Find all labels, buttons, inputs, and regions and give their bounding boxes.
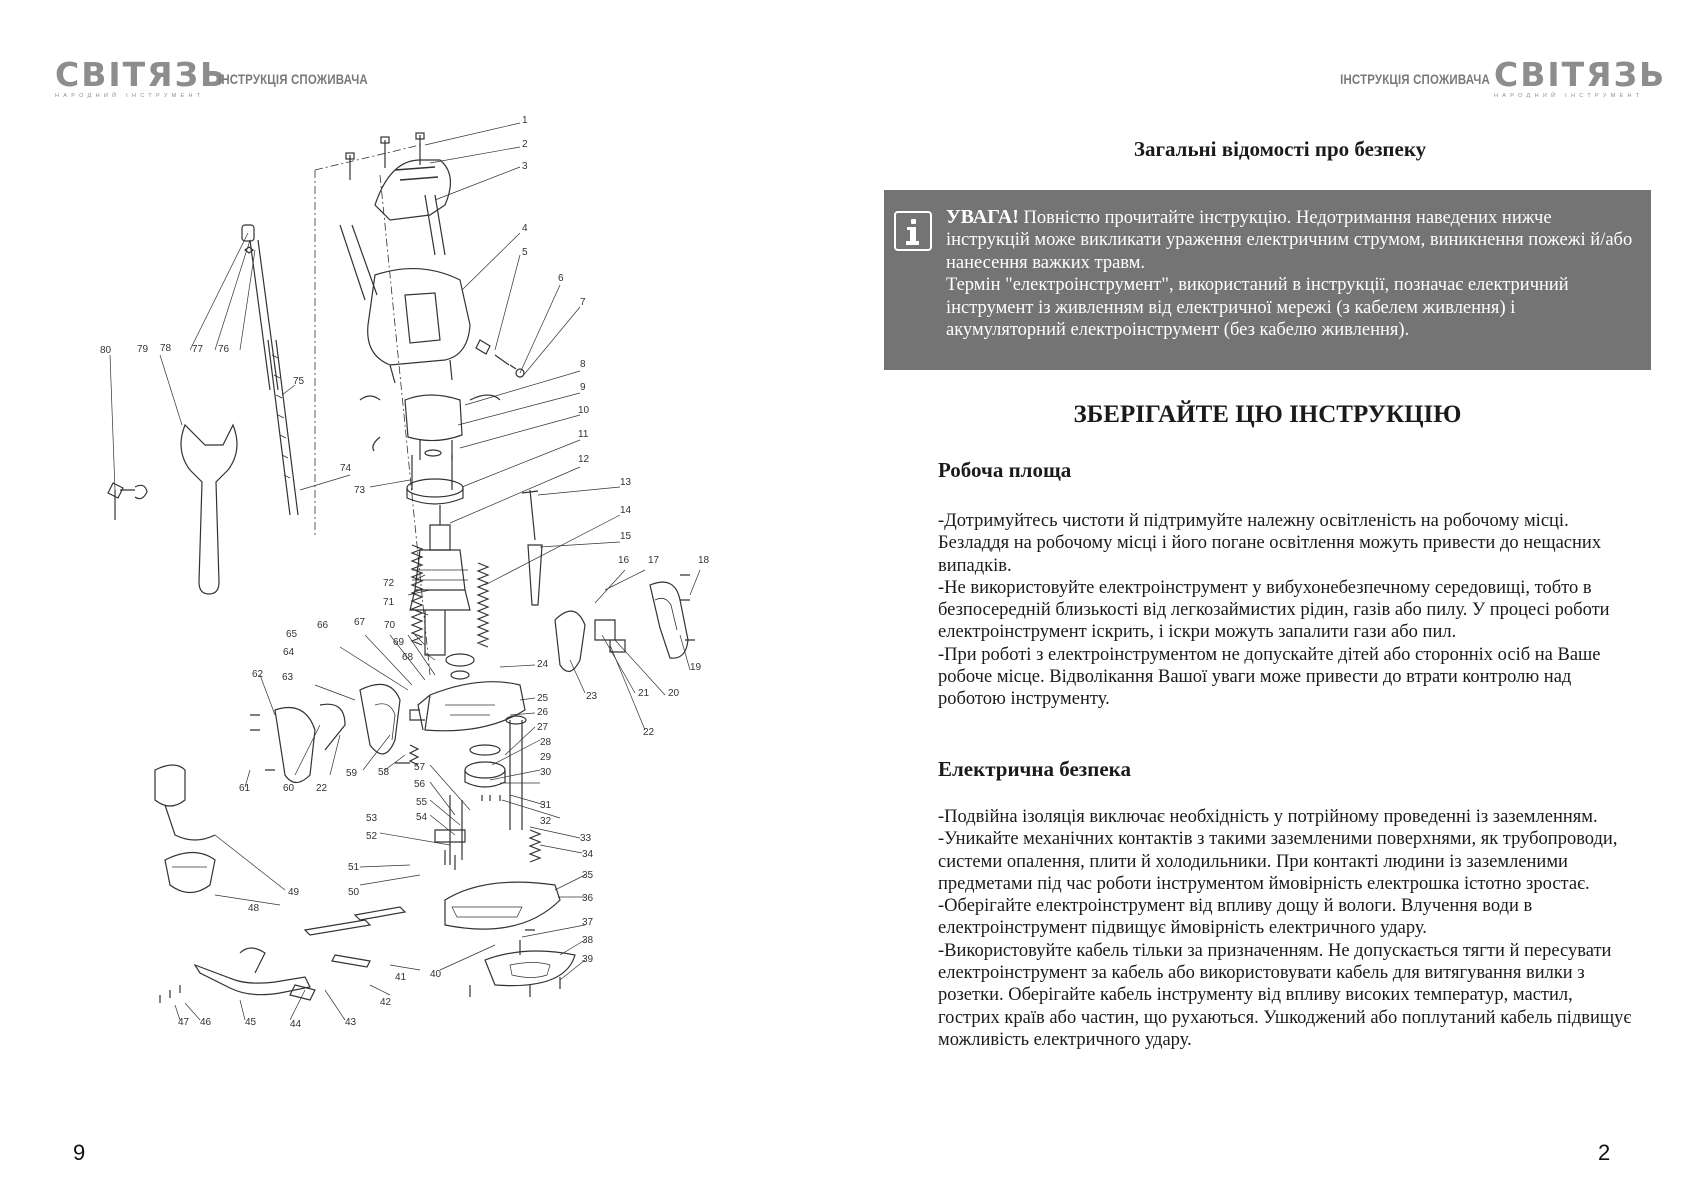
warning-box <box>884 190 1651 370</box>
header-title: ІНСТРУКЦІЯ СПОЖИВАЧА <box>218 71 368 87</box>
svg-text:28: 28 <box>540 737 552 748</box>
svg-text:15: 15 <box>620 531 632 542</box>
paragraph: -Подвійна ізоляція виключає необхідність у потрійному проведенні із заземленням. <box>938 807 1598 827</box>
svg-text:4: 4 <box>522 223 528 234</box>
svg-text:34: 34 <box>582 849 594 860</box>
svg-text:33: 33 <box>580 833 592 844</box>
svg-text:69: 69 <box>393 637 405 648</box>
svg-text:16: 16 <box>618 555 630 566</box>
exploded-parts-diagram <box>90 115 810 1110</box>
svg-text:10: 10 <box>578 405 590 416</box>
svg-text:78: 78 <box>160 343 172 354</box>
brand-logo <box>1494 55 1667 100</box>
svg-text:60: 60 <box>283 783 295 794</box>
warning-label: УВАГА! <box>946 206 1019 228</box>
svg-text:11: 11 <box>578 429 589 440</box>
svg-text:24: 24 <box>537 659 549 670</box>
paragraph: -Оберігайте електроінструмент від впливу дощу й вологи. Влучення води в електроінструмент підвищує ймовірність електричного удару. <box>938 896 1533 939</box>
svg-text:23: 23 <box>586 691 598 702</box>
svg-text:25: 25 <box>537 693 549 704</box>
logo-subtext: НАРОДНИЙ ІНСТРУМЕНТ <box>1494 93 1644 99</box>
svg-text:57: 57 <box>414 762 426 773</box>
info-icon <box>894 211 932 251</box>
svg-text:37: 37 <box>582 917 594 928</box>
svg-text:21: 21 <box>638 688 650 699</box>
svg-text:14: 14 <box>620 505 632 516</box>
electrical-safety-heading: Електрична безпека <box>938 757 1131 781</box>
brand-logo <box>55 55 228 100</box>
svg-text:30: 30 <box>540 767 552 778</box>
svg-text:8: 8 <box>580 359 586 370</box>
svg-text:70: 70 <box>384 620 396 631</box>
paragraph: -Дотримуйтесь чистоти й підтримуйте належну освітленість на робочому місці. Безладдя на робочому місці і його погане освітлення можуть привести до нещасних випадків. <box>938 511 1602 576</box>
svg-text:45: 45 <box>245 1017 257 1028</box>
svg-text:54: 54 <box>416 812 428 823</box>
svg-text:63: 63 <box>282 672 294 683</box>
svg-text:22: 22 <box>316 783 328 794</box>
svg-text:42: 42 <box>380 997 392 1008</box>
svg-text:64: 64 <box>283 647 295 658</box>
svg-text:65: 65 <box>286 629 298 640</box>
svg-text:56: 56 <box>414 779 426 790</box>
svg-text:44: 44 <box>290 1019 302 1030</box>
warning-text-1: Повністю прочитайте інструкцію. Недотримання наведених нижче інструкцій може викликати ураження електричним струмом, виникнення пожежі й/або нанесення важких травм. <box>946 208 1633 273</box>
svg-text:39: 39 <box>582 954 594 965</box>
work-area-text <box>938 510 1638 711</box>
svg-text:2: 2 <box>522 139 528 150</box>
svg-text:26: 26 <box>537 707 549 718</box>
header-title: ІНСТРУКЦІЯ СПОЖИВАЧА <box>1340 71 1490 87</box>
svg-text:66: 66 <box>317 620 329 631</box>
svg-text:49: 49 <box>288 887 300 898</box>
svg-text:5: 5 <box>522 247 528 258</box>
svg-text:61: 61 <box>239 783 251 794</box>
page-number: 9 <box>73 1140 86 1165</box>
svg-text:32: 32 <box>540 816 552 827</box>
svg-text:6: 6 <box>558 273 564 284</box>
svg-text:35: 35 <box>582 870 594 881</box>
logo-subtext: НАРОДНИЙ ІНСТРУМЕНТ <box>55 93 205 99</box>
svg-text:80: 80 <box>100 345 112 356</box>
svg-text:38: 38 <box>582 935 594 946</box>
svg-text:53: 53 <box>366 813 378 824</box>
paragraph: -Використовуйте кабель тільки за призначенням. Не допускається тягти й пересувати електроінструмент за кабель або використовувати кабель для витягування вилки з розетки. Оберігайте кабель інструменту від впливу високих температур, мастил, гострих країв або частин, що рухаються. Ушкоджений або поплутаний кабель підвищує можливість електричного удару. <box>938 940 1632 1050</box>
svg-text:3: 3 <box>522 161 528 172</box>
svg-text:43: 43 <box>345 1017 357 1028</box>
svg-text:17: 17 <box>648 555 660 566</box>
svg-text:62: 62 <box>252 669 264 680</box>
paragraph: -Не використовуйте електроінструмент у вибухонебезпечному середовищі, тобто в безпосередній близькості від легкозаймистих рідин, газів або пилу. У процесі роботи електроінструмент іскрить, і іскри можуть запалити гази або пил. <box>938 577 1610 643</box>
svg-text:51: 51 <box>348 862 360 873</box>
svg-text:29: 29 <box>540 752 552 763</box>
svg-text:36: 36 <box>582 893 594 904</box>
logo-mark: СВІТЯЗЬ <box>55 55 228 94</box>
svg-text:40: 40 <box>430 969 442 980</box>
svg-text:71: 71 <box>383 597 395 608</box>
svg-text:18: 18 <box>698 555 710 566</box>
svg-text:13: 13 <box>620 477 632 488</box>
svg-text:58: 58 <box>378 767 390 778</box>
svg-text:41: 41 <box>395 972 407 983</box>
svg-text:77: 77 <box>192 344 204 355</box>
svg-text:31: 31 <box>540 800 552 811</box>
svg-text:19: 19 <box>690 662 702 673</box>
svg-text:68: 68 <box>402 652 414 663</box>
warning-text-2: Термін "електроінструмент", використаний в інструкції, позначає електричний інструмент із живленням від електричної мережі (з кабелем живлення) і акумуляторний електроінструмент (без кабелю живлення). <box>946 275 1569 341</box>
svg-text:55: 55 <box>416 797 428 808</box>
paragraph: -При роботі з електроінструментом не допускайте дітей або сторонніх осіб на Ваше робоче місце. Відволікання Вашої уваги може привести до втрати контролю над роботою інструменту. <box>938 644 1601 710</box>
svg-text:74: 74 <box>340 463 352 474</box>
svg-text:75: 75 <box>293 376 305 387</box>
electrical-safety-text <box>938 806 1638 1051</box>
svg-text:73: 73 <box>354 485 366 496</box>
svg-text:7: 7 <box>580 297 586 308</box>
svg-text:48: 48 <box>248 903 260 914</box>
page-number: 2 <box>1598 1140 1611 1165</box>
svg-text:46: 46 <box>200 1017 212 1028</box>
svg-text:76: 76 <box>218 344 230 355</box>
warning-text <box>946 206 1637 274</box>
svg-text:9: 9 <box>580 382 586 393</box>
svg-text:50: 50 <box>348 887 360 898</box>
svg-text:1: 1 <box>522 115 528 126</box>
svg-text:72: 72 <box>383 578 395 589</box>
work-area-heading: Робоча площа <box>938 458 1072 482</box>
section-title: Загальні відомості про безпеку <box>1133 137 1427 161</box>
svg-text:67: 67 <box>354 617 366 628</box>
svg-text:27: 27 <box>537 722 549 733</box>
svg-text:52: 52 <box>366 831 378 842</box>
svg-text:12: 12 <box>578 454 590 465</box>
svg-text:20: 20 <box>668 688 680 699</box>
svg-text:47: 47 <box>178 1017 190 1028</box>
svg-text:79: 79 <box>137 344 149 355</box>
logo-mark: СВІТЯЗЬ <box>1494 55 1667 94</box>
keep-instructions-title: ЗБЕРІГАЙТЕ ЦЮ ІНСТРУКЦІЮ <box>1073 401 1462 428</box>
svg-text:59: 59 <box>346 768 358 779</box>
svg-text:22: 22 <box>643 727 655 738</box>
paragraph: -Уникайте механічних контактів з такими заземленими поверхнями, як трубопроводи, системи опалення, плити й холодильники. При контакті людини із заземленими предметами під час роботи інструментом ймовірність електрошка істотно зростає. <box>938 829 1618 894</box>
